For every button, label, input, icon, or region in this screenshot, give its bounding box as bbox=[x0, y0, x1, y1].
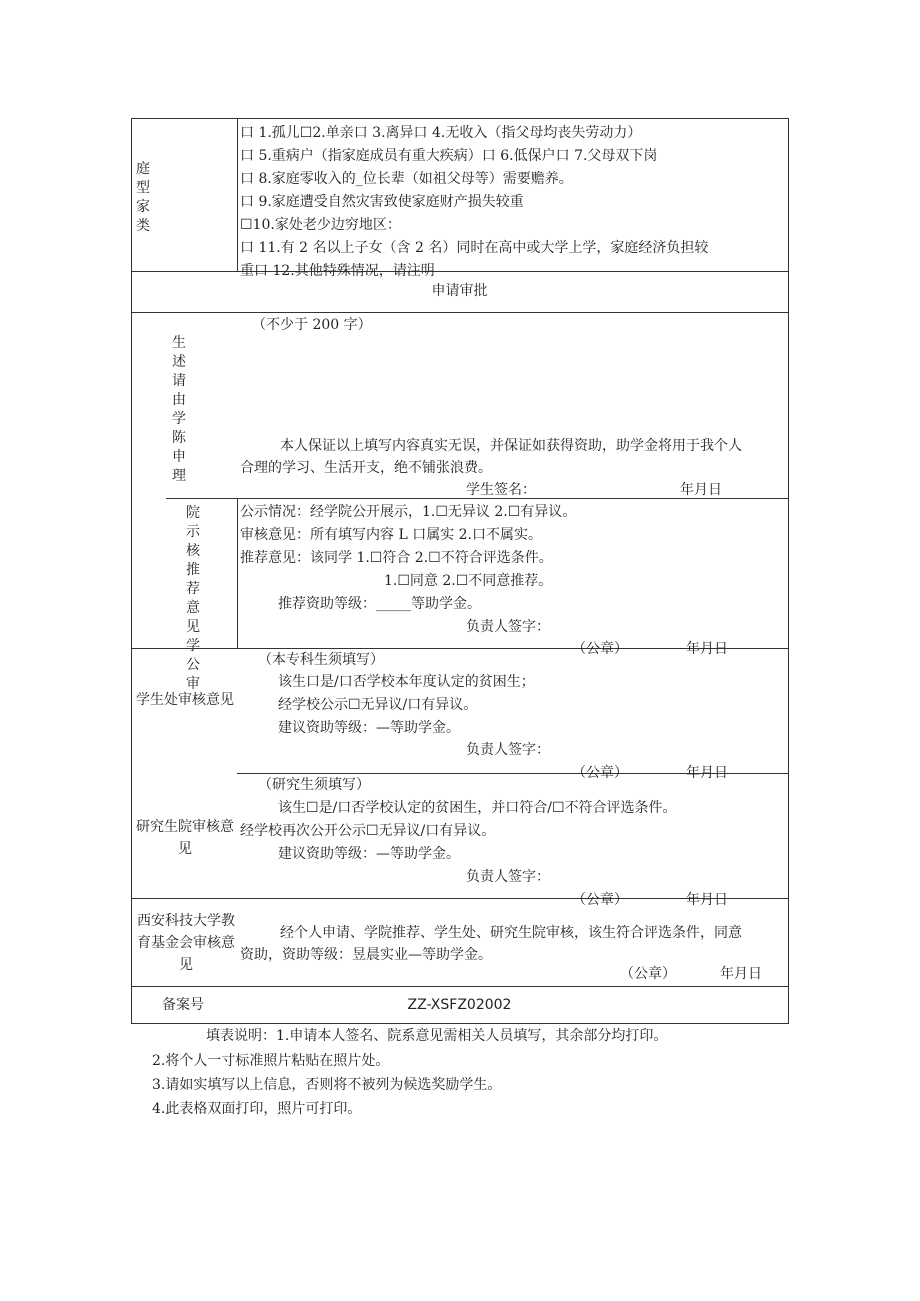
grad-date: 年月日 bbox=[686, 892, 728, 908]
record-number: ZZ-XSFZ02002 bbox=[407, 997, 512, 1013]
pledge-text: 合理的学习、生活开支，绝不铺张浪费。 bbox=[240, 460, 492, 476]
foundation-label: 西安科技大学教育基金会审核意见 bbox=[137, 913, 235, 973]
student-signature-label[interactable]: 学生签名： bbox=[466, 482, 536, 498]
office-date: 年月日 bbox=[686, 765, 728, 781]
office-line: 建议资助等级：—等助学金。 bbox=[278, 720, 460, 736]
college-review-label: 院示核推荐意见学公审 bbox=[186, 505, 200, 692]
grad-signer[interactable]: 负责人签字： bbox=[466, 869, 550, 885]
family-option-line: ☐10.家处老少边穷地区： bbox=[240, 217, 401, 233]
fill-instructions: 填表说明：1.申请本人签名、院系意见需相关人员填写，其余部分均打印。 bbox=[206, 1028, 668, 1044]
grad-seal: （公章） bbox=[572, 892, 628, 908]
pledge-text: 本人保证以上填写内容真实无误，并保证如获得资助，助学金将用于我个人 bbox=[280, 438, 742, 454]
grad-line: 建议资助等级：—等助学金。 bbox=[278, 846, 460, 862]
college-date: 年月日 bbox=[686, 641, 728, 657]
student-date: 年月日 bbox=[680, 482, 722, 498]
office-line: 该生口是/口否学校本年度认定的贫困生； bbox=[278, 674, 535, 690]
table-left-border bbox=[131, 118, 132, 1024]
table-right-border bbox=[788, 118, 789, 1024]
family-type-options bbox=[238, 119, 787, 279]
family-option-line: 口 9.家庭遭受自然灾害致使家庭财产损失较重 bbox=[240, 194, 524, 210]
family-type-label: 庭型家类 bbox=[136, 161, 150, 234]
fill-instructions: 3.请如实填写以上信息，否则将不被列为候选奖励学生。 bbox=[152, 1077, 502, 1093]
fill-instructions: 4.此表格双面打印，照片可打印。 bbox=[152, 1101, 362, 1117]
foundation-line: 经个人申请、学院推荐、学生处、研究生院审核，该生符合评选条件，同意 bbox=[280, 925, 742, 941]
family-option-line: 口 8.家庭零收入的_位长辈（如祖父母等）需要赡养。 bbox=[240, 171, 573, 187]
row-divider bbox=[131, 271, 788, 272]
fill-instructions: 2.将个人一寸标准照片粘贴在照片处。 bbox=[152, 1053, 390, 1069]
grad-note: （研究生须填写） bbox=[258, 777, 370, 793]
grad-school-content bbox=[238, 774, 787, 908]
college-audit: 审核意见：所有填写内容 L 口属实 2.口不属实。 bbox=[240, 527, 543, 543]
family-option-line: 口 5.重病户（指家庭成员有重大疾病）口 6.低保户口 7.父母双下岗 bbox=[240, 148, 658, 164]
office-line: 经学校公示☐无异议/口有异议。 bbox=[278, 697, 478, 713]
record-label: 备案号 bbox=[162, 997, 204, 1013]
student-statement-label: 生述请由学陈申理 bbox=[172, 335, 186, 484]
approval-header: 申请审批 bbox=[431, 283, 488, 299]
table-bottom-border bbox=[131, 1023, 788, 1024]
college-grant-level: 推荐资助等级：_____等助学金。 bbox=[278, 596, 481, 612]
college-agree: 1.☐同意 2.☐不同意推荐。 bbox=[384, 573, 553, 589]
row-divider bbox=[131, 312, 788, 313]
college-signer[interactable]: 负责人签字： bbox=[466, 619, 550, 635]
college-publicity: 公示情况：经学院公开展示，1.☐无异议 2.☐有异议。 bbox=[240, 504, 577, 520]
grad-line: 该生☐是/口否学校认定的贫困生，并口符合/☐不符合评选条件。 bbox=[278, 800, 677, 816]
office-signer[interactable]: 负责人签字： bbox=[466, 742, 550, 758]
foundation-date: 年月日 bbox=[720, 966, 762, 982]
row-divider bbox=[131, 986, 788, 987]
foundation-seal: （公章） bbox=[620, 966, 676, 982]
college-seal: （公章） bbox=[572, 641, 628, 657]
grad-school-label: 研究生院审核意见 bbox=[136, 819, 234, 857]
min-words-note: （不少于 200 字） bbox=[252, 317, 372, 333]
college-review-content bbox=[238, 499, 787, 657]
foundation-line: 资助，资助等级：昱晨实业—等助学金。 bbox=[240, 947, 492, 963]
office-note: （本专科生须填写） bbox=[258, 652, 384, 668]
office-seal: （公章） bbox=[572, 765, 628, 781]
family-option-line: 重口 12.其他特殊情况，请注明 bbox=[240, 263, 435, 279]
grad-line: 经学校再次公开公示☐无异议/口有异议。 bbox=[240, 823, 496, 839]
family-option-line: 口 1.孤儿☐2.单亲口 3.离异口 4.无收入（指父母均丧失劳动力） bbox=[240, 125, 642, 141]
student-office-content bbox=[238, 649, 787, 781]
student-office-label: 学生处审核意见 bbox=[136, 692, 234, 708]
college-recommend: 推荐意见：该同学 1.☐符合 2.☐不符合评选条件。 bbox=[240, 550, 553, 566]
family-option-line: 口 11.有 2 名以上子女（含 2 名）同时在高中或大学上学，家庭经济负担较 bbox=[240, 240, 709, 256]
